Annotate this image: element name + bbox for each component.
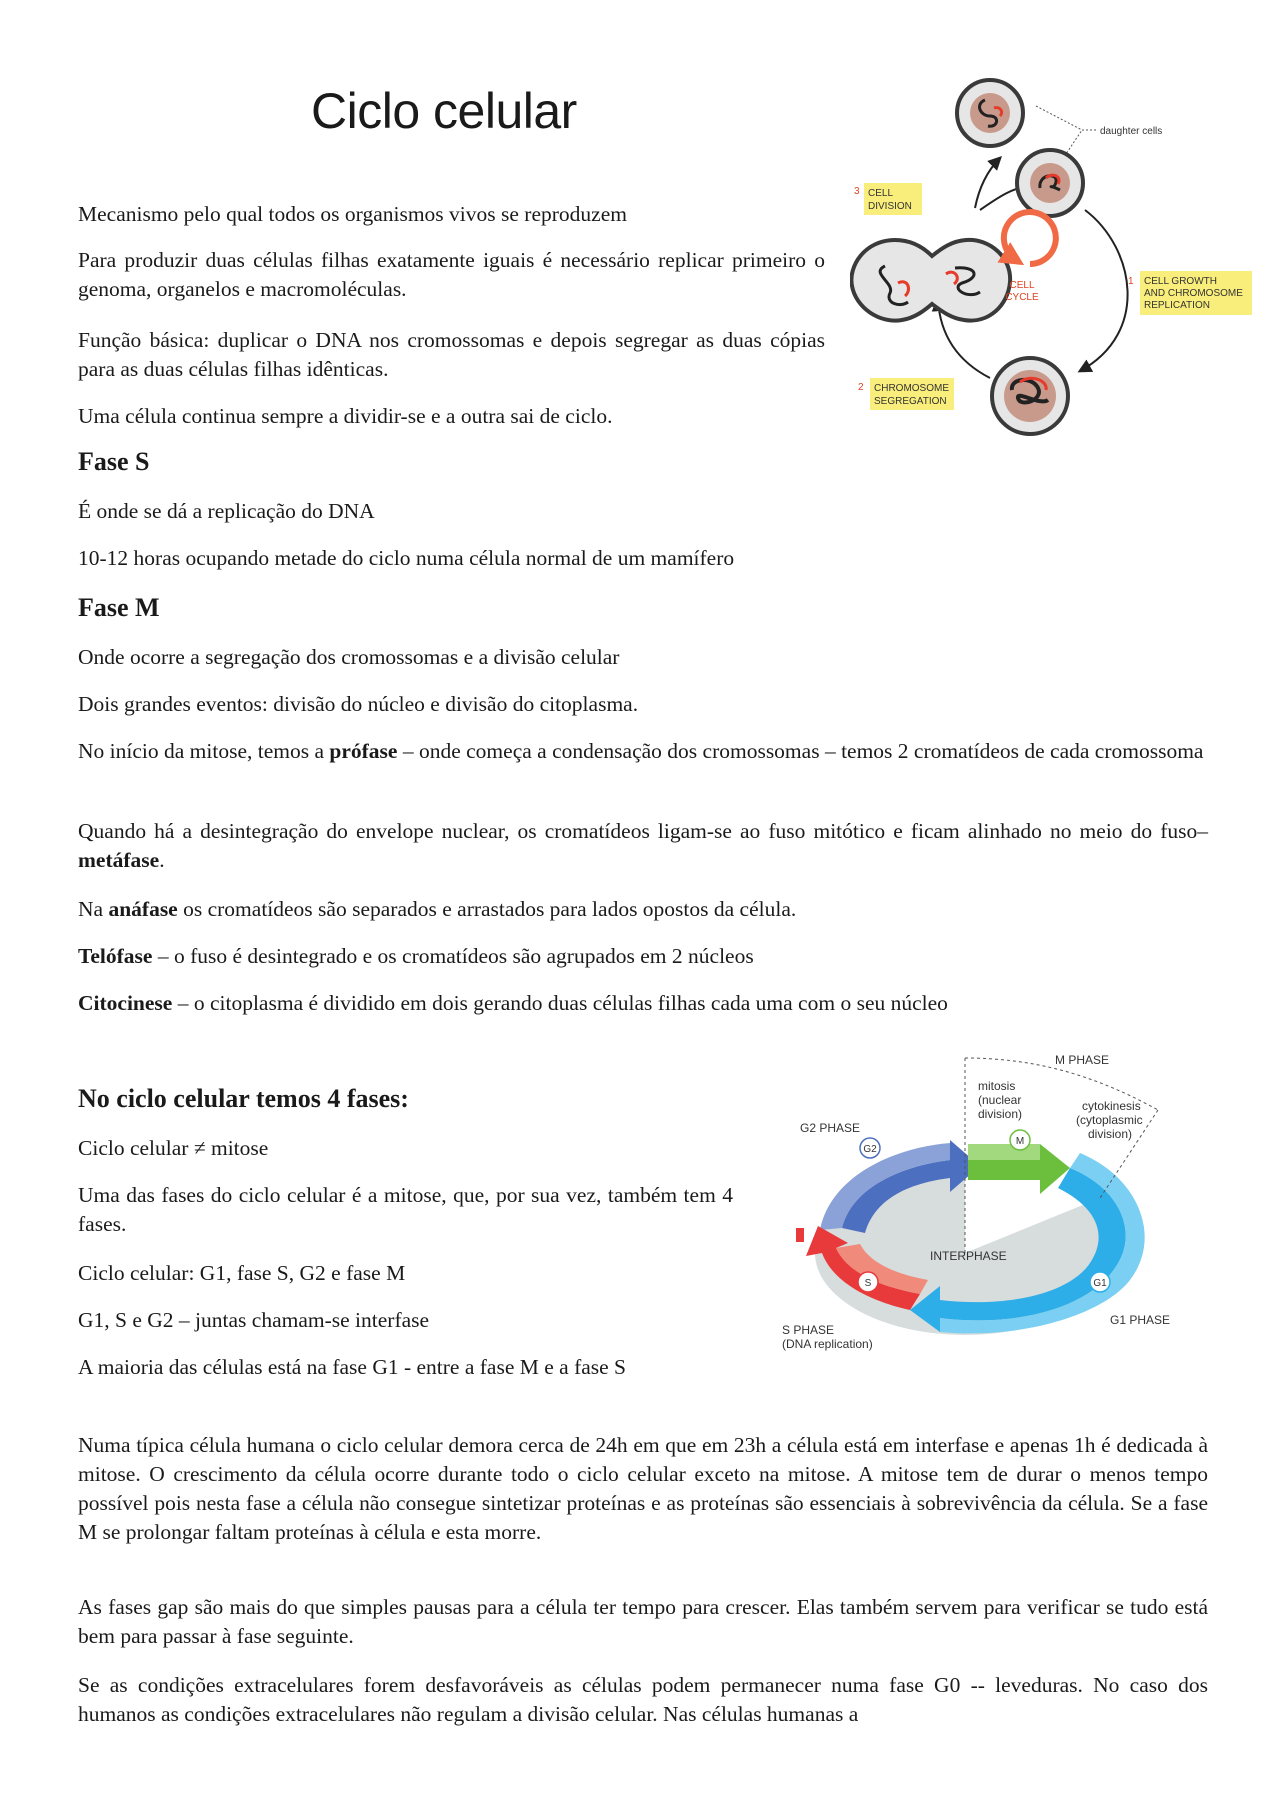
mitosis-label-line-1: mitosis [978,1079,1016,1093]
segregation-label-line-2: SEGREGATION [874,396,947,407]
heading-fase-m: Fase M [78,593,160,622]
dividing-cell [851,240,1010,321]
s-phase-label-line-2: (DNA replication) [782,1337,873,1351]
heading-fase-s: Fase S [78,447,150,476]
intro-paragraph-1: Mecanismo pelo qual todos os organismos vivos se reproduzem [78,202,627,226]
fases-paragraph-5: A maioria das células está na fase G1 - entre a fase M e a fase S [78,1355,627,1379]
division-label-line-1: CELL [868,188,894,199]
term-citocinese: Citocinese [78,991,173,1015]
fase-m-paragraph-metaphase: Quando há a desintegração do envelope nuclear, os cromatídeos ligam-se ao fuso mitótico e ficam alinhado no meio do fuso– metáfase. [78,819,1208,872]
m-phase-label: M PHASE [1055,1053,1110,1067]
term-metafase: metáfase [78,848,160,872]
cycle-arrow-growth [1080,210,1128,371]
mitosis-label-line-3: division) [978,1107,1023,1121]
cell-cycle-center-icon [1004,212,1056,303]
segregation-number: 2 [858,382,864,393]
fases-paragraph-2: Uma das fases do ciclo celular é a mitose, que, por sua vez, também tem 4 fases. [78,1183,733,1236]
fase-m-paragraph-2: Dois grandes eventos: divisão do núcleo e divisão do citoplasma. [78,692,639,716]
center-label-line-2: CYCLE [1005,292,1039,303]
intro-paragraph-4: Uma célula continua sempre a dividir-se e a outra sai de ciclo. [78,404,613,428]
growing-cell [992,358,1068,434]
cell-cycle-diagram [850,78,1270,440]
division-label-line-2: DIVISION [868,201,912,212]
fases-paragraph-3: Ciclo celular: G1, fase S, G2 e fase M [78,1261,406,1285]
heading-quatro-fases: No ciclo celular temos 4 fases: [78,1084,409,1113]
fase-s-paragraph-1: É onde se dá a replicação do DNA [78,499,375,523]
growth-label-line-1: CELL GROWTH [1144,276,1217,287]
segregation-label-line-1: CHROMOSOME [874,383,949,394]
m-badge: M [1015,1136,1025,1147]
cytokinesis-label-line-1: cytokinesis [1082,1099,1141,1113]
m-segment-shade [968,1144,1040,1160]
g2-phase-label: G2 PHASE [800,1121,861,1135]
g2-badge: G2 [863,1144,877,1155]
interphase-label: INTERPHASE [930,1249,1007,1263]
cytokinesis-label-line-3: division) [1088,1127,1133,1141]
term-anafase: anáfase [108,897,178,921]
fases-paragraph-4: G1, S e G2 – juntas chamam-se interfase [78,1308,430,1332]
fase-m-paragraph-anaphase: Na anáfase os cromatídeos são separados e arrastados para lados opostos da célula. [78,897,797,921]
s-badge: S [864,1278,872,1289]
term-profase: prófase [329,739,398,763]
fases-paragraph-1: Ciclo celular ≠ mitose [78,1136,269,1160]
daughter-cell-right [1017,150,1083,216]
fase-m-paragraph-prophase: No início da mitose, temos a prófase – onde começa a condensação dos cromossomas – temos 2 cromatídeos de cada cromossoma [78,739,1204,763]
g1-phase-label: G1 PHASE [1110,1313,1171,1327]
division-number: 3 [854,186,860,197]
g1-badge: G1 [1093,1278,1107,1289]
body-paragraph-3: Se as condições extracelulares forem desfavoráveis as células podem permanecer numa fase G0 -- leveduras. No caso dos humanos as condições extracelulares não regulam a divisão celular. Nas células humanas a [78,1673,1208,1726]
growth-label-line-2: AND CHROMOSOME [1144,288,1243,299]
daughter-cell-top [957,80,1023,146]
s-phase-label-line-1: S PHASE [782,1323,835,1337]
cytokinesis-label-line-2: (cytoplasmic [1076,1113,1143,1127]
fase-m-paragraph-cytokinesis: Citocinese – o citoplasma é dividido em dois gerando duas células filhas cada uma com o seu núcleo [78,991,948,1015]
intro-paragraph-3: Função básica: duplicar o DNA nos cromossomas e depois segregar as duas cópias para as duas células filhas idênticas. [78,328,825,381]
body-paragraph-1: Numa típica célula humana o ciclo celular demora cerca de 24h em que em 23h a célula está em interfase e apenas 1h é dedicada à mitose. O crescimento da célula ocorre durante todo o ciclo celular exceto na mitose. A mitose tem de durar o menos tempo possível pois nesta fase a célula não consegue sintetizar proteínas e as proteínas são essenciais à sobrevivência da célula. Se a fase M se prolongar faltam proteínas à célula e esta morre. [78,1433,1208,1544]
fase-s-paragraph-2: 10-12 horas ocupando metade do ciclo numa célula normal de um mamífero [78,546,735,570]
center-label-line-1: CELL [1009,280,1035,291]
cell-cycle-phases-diagram [770,1048,1200,1358]
cycle-arrow-division-1 [975,158,1000,208]
daughter-cells-label: daughter cells [1100,126,1163,137]
intro-paragraph-2: Para produzir duas células filhas exatamente iguais é necessário replicar primeiro o genoma, organelos e macromoléculas. [78,248,825,301]
growth-number: 1 [1128,276,1134,287]
growth-label-line-3: REPLICATION [1144,300,1210,311]
body-paragraph-2: As fases gap são mais do que simples pausas para a célula ter tempo para crescer. Elas também servem para verificar se tudo está bem para passar à fase seguinte. [78,1595,1208,1648]
mitosis-label-line-2: (nuclear [978,1093,1022,1107]
page-title: Ciclo celular [311,83,577,139]
fase-m-paragraph-telophase: Telófase – o fuso é desintegrado e os cromatídeos são agrupados em 2 núcleos [78,944,754,968]
term-telofase: Telófase [78,944,153,968]
fase-m-paragraph-1: Onde ocorre a segregação dos cromossomas e a divisão celular [78,645,620,669]
